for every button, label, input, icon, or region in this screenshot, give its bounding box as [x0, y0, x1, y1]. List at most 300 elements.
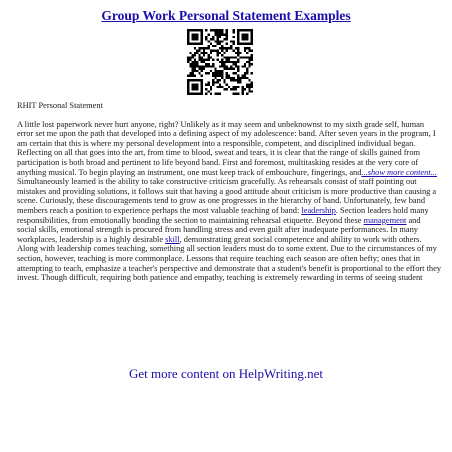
management-link[interactable]: management	[363, 215, 407, 225]
qr-module	[242, 86, 244, 88]
qr-module	[226, 61, 228, 63]
qr-module	[248, 56, 250, 58]
qr-module	[205, 93, 207, 95]
qr-module	[212, 65, 214, 67]
qr-module	[226, 88, 228, 90]
qr-module	[233, 36, 235, 38]
qr-module	[210, 49, 212, 51]
qr-module	[246, 34, 248, 36]
qr-module	[194, 61, 196, 63]
qr-module	[221, 47, 223, 49]
qr-module	[235, 56, 237, 58]
qr-module	[192, 29, 194, 31]
qr-module	[212, 84, 214, 86]
leadership-link[interactable]: leadership	[301, 205, 336, 215]
qr-module	[248, 47, 250, 49]
qr-module	[212, 45, 214, 47]
qr-module	[244, 72, 246, 74]
qr-module	[198, 54, 200, 56]
qr-module	[242, 88, 244, 90]
qr-module	[233, 72, 235, 74]
qr-module	[203, 68, 205, 70]
qr-module	[221, 65, 223, 67]
qr-module	[187, 88, 189, 90]
qr-module	[237, 59, 239, 61]
qr-module	[248, 29, 250, 31]
qr-module	[196, 61, 198, 63]
qr-module	[192, 63, 194, 65]
qr-module	[223, 61, 225, 63]
qr-module	[201, 43, 203, 45]
qr-module	[198, 56, 200, 58]
qr-module	[233, 93, 235, 95]
qr-module	[219, 43, 221, 45]
qr-module	[226, 43, 228, 45]
qr-module	[189, 56, 191, 58]
qr-module	[207, 56, 209, 58]
qr-module	[187, 56, 189, 58]
qr-module	[194, 52, 196, 54]
qr-module	[233, 29, 235, 31]
qr-module	[233, 86, 235, 88]
qr-module	[221, 59, 223, 61]
qr-module	[230, 61, 232, 63]
qr-module	[246, 36, 248, 38]
qr-module	[212, 75, 214, 77]
qr-module	[235, 52, 237, 54]
qr-module	[207, 47, 209, 49]
qr-module	[244, 77, 246, 79]
qr-module	[221, 49, 223, 51]
qr-module	[251, 29, 253, 31]
qr-module	[196, 36, 198, 38]
qr-module	[187, 43, 189, 45]
qr-module	[248, 61, 250, 63]
qr-module	[237, 31, 239, 33]
qr-module	[242, 75, 244, 77]
qr-module	[189, 63, 191, 65]
qr-module	[246, 70, 248, 72]
qr-module	[196, 43, 198, 45]
qr-module	[214, 49, 216, 51]
qr-module	[214, 75, 216, 77]
qr-module	[226, 49, 228, 51]
qr-module	[201, 47, 203, 49]
qr-module	[194, 79, 196, 81]
qr-module	[201, 31, 203, 33]
qr-module	[207, 54, 209, 56]
qr-module	[242, 77, 244, 79]
qr-module	[248, 59, 250, 61]
qr-module	[248, 84, 250, 86]
qr-module	[187, 59, 189, 61]
qr-module	[192, 54, 194, 56]
qr-module	[226, 34, 228, 36]
qr-module	[210, 38, 212, 40]
qr-module	[219, 47, 221, 49]
qr-module	[217, 54, 219, 56]
qr-module	[196, 88, 198, 90]
qr-module	[207, 84, 209, 86]
paragraph-2-part-3: and social skills, emotional strength is procured from handling stress and even guilt after inadequate performances. In many workplaces, leadership is a highly desirable	[17, 215, 421, 244]
qr-module	[237, 47, 239, 49]
qr-module	[219, 75, 221, 77]
qr-module	[219, 29, 221, 31]
qr-module	[251, 31, 253, 33]
qr-module	[246, 38, 248, 40]
qr-module	[219, 52, 221, 54]
qr-module	[219, 84, 221, 86]
qr-module	[219, 61, 221, 63]
qr-module	[246, 84, 248, 86]
qr-module	[217, 79, 219, 81]
qr-module	[239, 77, 241, 79]
qr-module	[212, 38, 214, 40]
qr-module	[235, 47, 237, 49]
qr-module	[196, 86, 198, 88]
qr-module	[219, 34, 221, 36]
qr-module	[196, 38, 198, 40]
qr-module	[226, 77, 228, 79]
qr-module	[219, 40, 221, 42]
qr-module	[251, 59, 253, 61]
skill-link[interactable]: skill	[165, 234, 180, 244]
qr-module	[237, 65, 239, 67]
qr-module	[226, 36, 228, 38]
qr-module	[196, 65, 198, 67]
qr-module	[244, 88, 246, 90]
qr-module	[221, 29, 223, 31]
qr-module	[207, 59, 209, 61]
qr-module	[237, 36, 239, 38]
qr-module	[228, 75, 230, 77]
qr-module	[212, 59, 214, 61]
qr-module	[210, 93, 212, 95]
qr-module	[217, 81, 219, 83]
qr-module	[198, 59, 200, 61]
qr-module	[201, 61, 203, 63]
qr-module	[192, 43, 194, 45]
qr-module	[221, 45, 223, 47]
qr-module	[233, 31, 235, 33]
qr-module	[207, 63, 209, 65]
qr-module	[201, 86, 203, 88]
qr-module	[235, 72, 237, 74]
qr-module	[187, 38, 189, 40]
qr-module	[226, 75, 228, 77]
qr-module	[194, 75, 196, 77]
qr-module	[251, 90, 253, 92]
qr-module	[251, 72, 253, 74]
qr-module	[203, 49, 205, 51]
qr-module	[230, 88, 232, 90]
qr-module	[189, 52, 191, 54]
qr-module	[219, 72, 221, 74]
qr-module	[230, 68, 232, 70]
qr-module	[194, 38, 196, 40]
qr-module	[230, 77, 232, 79]
qr-module	[246, 52, 248, 54]
qr-module	[217, 36, 219, 38]
qr-module	[246, 68, 248, 70]
qr-module	[239, 56, 241, 58]
qr-module	[207, 81, 209, 83]
qr-module	[207, 72, 209, 74]
qr-module	[230, 45, 232, 47]
qr-module	[221, 34, 223, 36]
qr-module	[198, 29, 200, 31]
qr-module	[217, 29, 219, 31]
document-title[interactable]: Group Work Personal Statement Examples	[101, 8, 351, 23]
qr-module	[207, 65, 209, 67]
qr-module	[221, 72, 223, 74]
qr-module	[187, 34, 189, 36]
qr-module	[192, 79, 194, 81]
qr-module	[237, 43, 239, 45]
qr-module	[226, 65, 228, 67]
qr-module	[217, 70, 219, 72]
qr-module	[230, 65, 232, 67]
qr-module	[226, 72, 228, 74]
qr-module	[237, 77, 239, 79]
qr-module	[212, 72, 214, 74]
qr-module	[221, 40, 223, 42]
qr-module	[187, 93, 189, 95]
qr-module	[244, 63, 246, 65]
qr-module	[192, 84, 194, 86]
qr-module	[246, 29, 248, 31]
qr-module	[242, 90, 244, 92]
qr-module	[242, 36, 244, 38]
qr-module	[248, 63, 250, 65]
qr-module	[237, 49, 239, 51]
qr-module	[201, 75, 203, 77]
qr-module	[251, 36, 253, 38]
qr-module	[194, 84, 196, 86]
qr-module	[244, 29, 246, 31]
qr-module	[223, 47, 225, 49]
qr-module	[217, 52, 219, 54]
qr-module	[214, 29, 216, 31]
qr-module	[203, 52, 205, 54]
qr-module	[244, 38, 246, 40]
qr-module	[230, 79, 232, 81]
qr-module	[189, 75, 191, 77]
qr-module	[239, 43, 241, 45]
qr-module	[192, 65, 194, 67]
qr-module	[228, 86, 230, 88]
qr-module	[203, 65, 205, 67]
qr-module	[248, 43, 250, 45]
qr-module	[223, 65, 225, 67]
qr-module	[194, 70, 196, 72]
qr-module	[217, 38, 219, 40]
qr-module	[237, 38, 239, 40]
qr-module	[201, 34, 203, 36]
qr-module	[212, 79, 214, 81]
qr-module	[221, 70, 223, 72]
qr-module	[246, 93, 248, 95]
qr-module	[192, 56, 194, 58]
qr-module	[192, 70, 194, 72]
qr-module	[230, 40, 232, 42]
qr-module	[194, 43, 196, 45]
qr-module	[194, 29, 196, 31]
qr-module	[223, 63, 225, 65]
section-heading: RHIT Personal Statement	[17, 101, 103, 110]
qr-module	[248, 65, 250, 67]
qr-module	[196, 52, 198, 54]
qr-module	[251, 63, 253, 65]
qr-module	[217, 31, 219, 33]
qr-module	[201, 56, 203, 58]
qr-module	[205, 88, 207, 90]
qr-module	[194, 93, 196, 95]
qr-module	[201, 81, 203, 83]
qr-module	[251, 84, 253, 86]
qr-module	[237, 29, 239, 31]
qr-module	[196, 93, 198, 95]
qr-module	[217, 72, 219, 74]
qr-module	[210, 70, 212, 72]
qr-module	[233, 43, 235, 45]
qr-module	[244, 36, 246, 38]
qr-module	[187, 40, 189, 42]
qr-module	[187, 81, 189, 83]
qr-module	[219, 86, 221, 88]
qr-module	[237, 61, 239, 63]
qr-module	[237, 70, 239, 72]
qr-module	[196, 63, 198, 65]
qr-module	[248, 49, 250, 51]
qr-module	[201, 40, 203, 42]
qr-module	[196, 84, 198, 86]
qr-module	[192, 72, 194, 74]
qr-module	[235, 79, 237, 81]
qr-module	[201, 38, 203, 40]
qr-module	[207, 40, 209, 42]
qr-module	[217, 40, 219, 42]
qr-module	[214, 72, 216, 74]
qr-module	[233, 40, 235, 42]
qr-module	[223, 38, 225, 40]
qr-module	[196, 29, 198, 31]
qr-module	[226, 31, 228, 33]
qr-module	[187, 61, 189, 63]
qr-module	[237, 52, 239, 54]
qr-module	[219, 93, 221, 95]
qr-module	[198, 43, 200, 45]
qr-module	[187, 36, 189, 38]
qr-module	[198, 72, 200, 74]
qr-module	[242, 56, 244, 58]
qr-module	[187, 84, 189, 86]
qr-module	[246, 47, 248, 49]
document-body	[17, 101, 442, 283]
qr-module	[214, 77, 216, 79]
qr-module	[237, 93, 239, 95]
qr-module	[223, 56, 225, 58]
qr-module	[210, 43, 212, 45]
qr-module	[228, 68, 230, 70]
qr-module	[194, 86, 196, 88]
qr-module	[244, 47, 246, 49]
qr-module	[237, 54, 239, 56]
qr-module	[201, 36, 203, 38]
qr-module	[223, 79, 225, 81]
qr-module	[244, 49, 246, 51]
qr-module	[233, 88, 235, 90]
qr-module	[233, 68, 235, 70]
qr-module	[214, 31, 216, 33]
qr-module	[194, 59, 196, 61]
qr-module	[235, 65, 237, 67]
qr-module	[214, 81, 216, 83]
qr-module	[187, 79, 189, 81]
qr-module	[192, 93, 194, 95]
qr-module	[210, 86, 212, 88]
qr-module	[251, 43, 253, 45]
qr-module	[194, 36, 196, 38]
qr-module	[221, 86, 223, 88]
qr-module	[187, 31, 189, 33]
qr-module	[214, 68, 216, 70]
qr-module	[244, 65, 246, 67]
qr-module	[187, 90, 189, 92]
qr-module	[198, 47, 200, 49]
qr-module	[237, 40, 239, 42]
qr-module	[201, 90, 203, 92]
qr-module	[226, 38, 228, 40]
footer-link[interactable]: Get more content on HelpWriting.net	[128, 366, 324, 381]
qr-module	[228, 77, 230, 79]
qr-module	[228, 47, 230, 49]
qr-module	[223, 81, 225, 83]
qr-module	[246, 43, 248, 45]
qr-module	[221, 75, 223, 77]
qr-module	[246, 61, 248, 63]
qr-module	[214, 34, 216, 36]
qr-module	[242, 38, 244, 40]
qr-module	[196, 49, 198, 51]
qr-module	[223, 88, 225, 90]
qr-module	[198, 93, 200, 95]
qr-module	[198, 49, 200, 51]
qr-module	[226, 29, 228, 31]
qr-module	[251, 56, 253, 58]
qr-module	[235, 63, 237, 65]
qr-module	[233, 63, 235, 65]
qr-module	[246, 56, 248, 58]
qr-module	[212, 63, 214, 65]
qr-module	[210, 56, 212, 58]
qr-module	[198, 65, 200, 67]
qr-module	[246, 86, 248, 88]
show-more-link[interactable]: ...show more content...	[361, 167, 437, 177]
qr-module	[201, 93, 203, 95]
qr-module	[251, 81, 253, 83]
qr-module	[189, 93, 191, 95]
qr-module	[189, 29, 191, 31]
qr-module	[251, 54, 253, 56]
qr-module	[219, 79, 221, 81]
qr-module	[239, 79, 241, 81]
qr-module	[194, 47, 196, 49]
qr-module	[217, 75, 219, 77]
qr-module	[217, 34, 219, 36]
qr-module	[210, 88, 212, 90]
qr-module	[214, 93, 216, 95]
